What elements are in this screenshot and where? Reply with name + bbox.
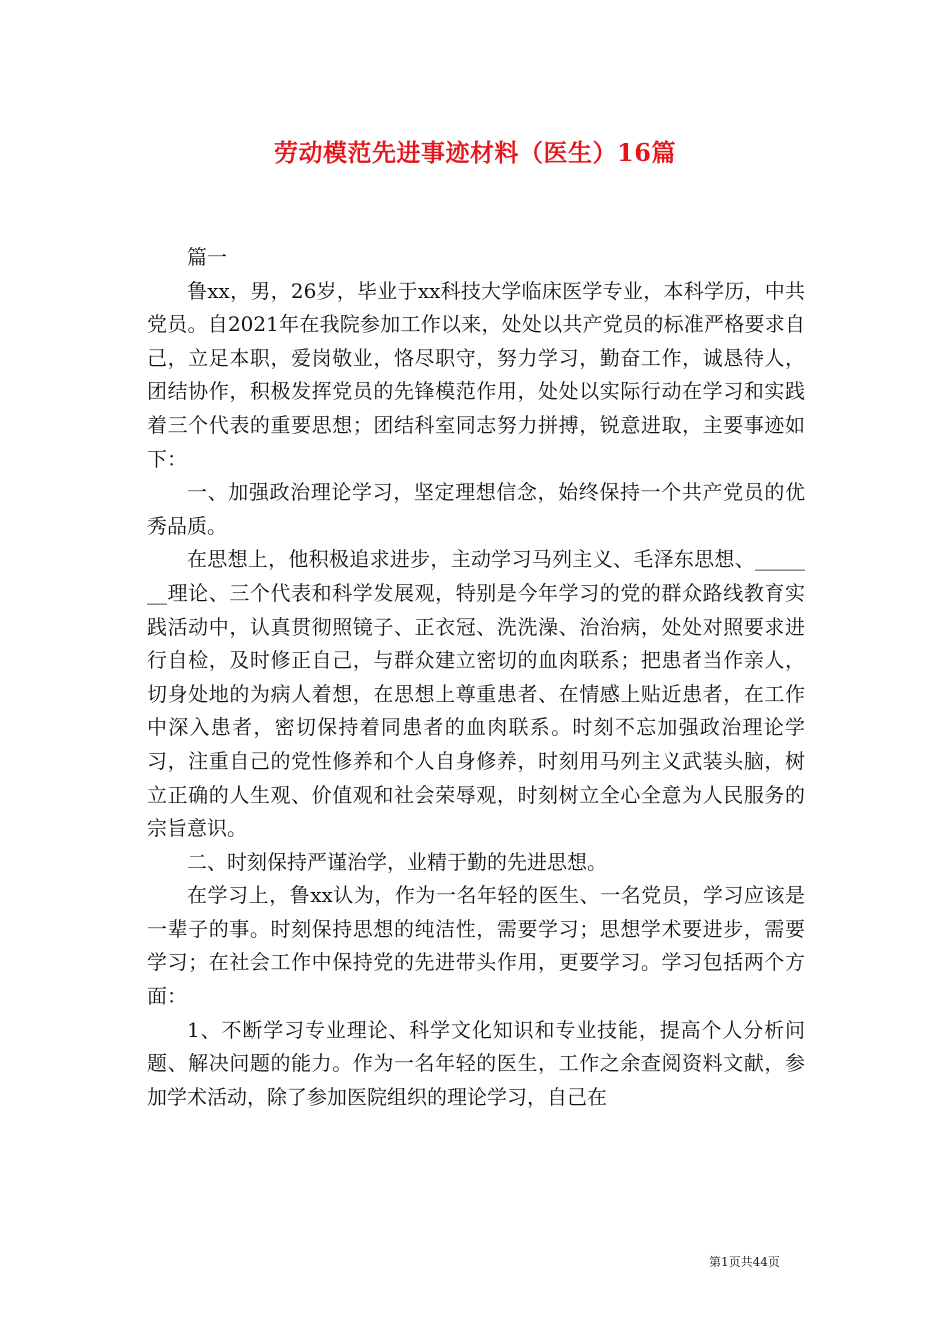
document-title: 劳动模范先进事迹材料（医生）16篇 bbox=[274, 138, 676, 167]
document-body bbox=[147, 241, 805, 1114]
paragraph: 一、加强政治理论学习，坚定理想信念，始终保持一个共产党员的优秀品质。 bbox=[147, 480, 805, 538]
paragraph: 在思想上，他积极追求进步，主动学习马列主义、毛泽东思想、_______理论、三个代表和科学发展观，特别是今年学习的党的群众路线教育实践活动中，认真贯彻照镜子、正衣冠、洗洗澡、治治病，处处对照要求进行自检，及时修正自己，与群众建立密切的血肉联系；把患者当作亲人，切身处地的为病人着想，在思想上尊重患者、在情感上贴近患者，在工作中深入患者，密切保持着同患者的血肉联系。时刻不忘加强政治理论学习，注重自己的党性修养和个人自身修养，时刻用马列主义武装头脑，树立正确的人生观、价值观和社会荣辱观，时刻树立全心全意为人民服务的宗旨意识。 bbox=[147, 547, 805, 841]
paragraph: 二、时刻保持严谨治学，业精于勤的先进思想。 bbox=[187, 849, 607, 874]
page-number: 第1页共44页 bbox=[709, 1255, 780, 1269]
section-heading: 篇一 bbox=[187, 245, 227, 269]
paragraph: 1、不断学习专业理论、科学文化知识和专业技能，提高个人分析问题、解决问题的能力。作为一名年轻的医生，工作之余查阅资料文献，参加学术活动，除了参加医院组织的理论学习，自己在 bbox=[147, 1017, 805, 1109]
paragraph: 鲁xx，男，26岁，毕业于xx科技大学临床医学专业，本科学历，中共党员。自2021年在我院参加工作以来，处处以共产党员的标准严格要求自己，立足本职，爱岗敬业，恪尽职守，努力学习，勤奋工作，诚恳待人，团结协作，积极发挥党员的先锋模范作用，处处以实际行动在学习和实践着三个代表的重要思想；团结科室同志努力拼搏，锐意进取，主要事迹如下： bbox=[147, 278, 805, 471]
paragraph: 在学习上，鲁xx认为，作为一名年轻的医生、一名党员，学习应该是一辈子的事。时刻保持思想的纯洁性，需要学习；思想学术要进步，需要学习；在社会工作中保持党的先进带头作用，更要学习。学习包括两个方面： bbox=[147, 883, 805, 1009]
